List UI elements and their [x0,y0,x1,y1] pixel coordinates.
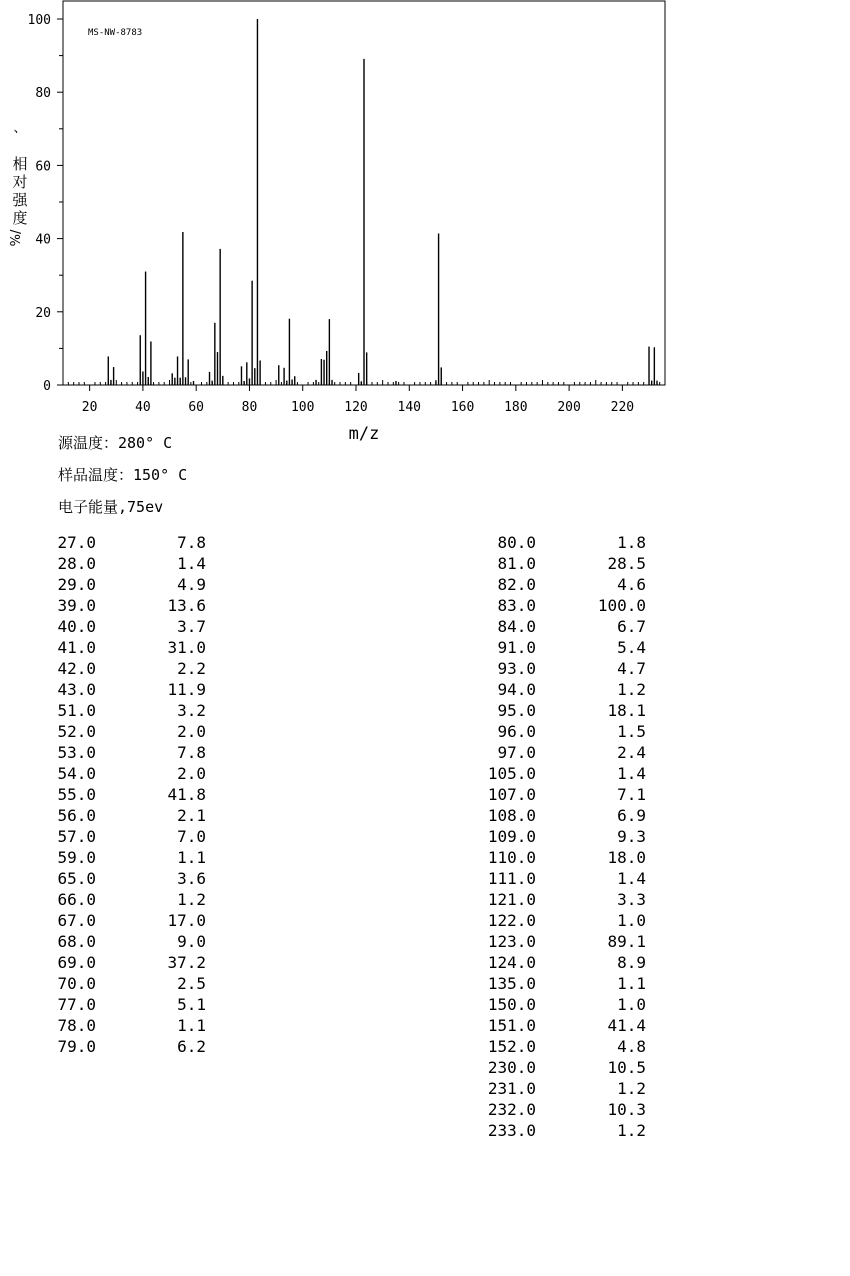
mz-value: 67.0 [57,911,96,930]
mz-value: 51.0 [57,701,96,720]
abundance-value: 8.9 [617,953,646,972]
mz-value: 68.0 [57,932,96,951]
mz-value: 111.0 [487,869,536,888]
peak-row [0,616,220,637]
y-axis-label-char-3: 强 [12,191,28,209]
abundance-value: 3.6 [177,869,206,888]
abundance-value: 3.2 [177,701,206,720]
mz-value: 122.0 [487,911,536,930]
peak-row [480,784,660,805]
x-tick-label: 100 [290,400,315,415]
mz-value: 41.0 [57,638,96,657]
abundance-value: 11.9 [167,680,206,699]
mz-value: 70.0 [57,974,96,993]
source-temperature: 源温度：280° C [58,434,173,452]
mz-value: 39.0 [57,596,96,615]
mz-value: 27.0 [57,533,96,552]
peak-row [480,805,660,826]
x-tick-label: 180 [504,400,528,415]
peak-table-left [0,532,220,1057]
peak-row [480,553,660,574]
abundance-value: 6.7 [617,617,646,636]
mass-spectrum-chart [0,0,850,450]
x-axis-label: m/z [348,424,380,444]
mz-value: 108.0 [487,806,536,825]
peak-row [0,721,220,742]
x-tick-label: 120 [344,400,368,415]
peak-row [480,574,660,595]
abundance-value: 1.8 [617,533,646,552]
abundance-value: 1.0 [617,911,646,930]
abundance-value: 18.1 [607,701,646,720]
peak-row [480,742,660,763]
peak-row [480,1015,660,1036]
abundance-value: 1.2 [617,1079,646,1098]
mz-value: 121.0 [487,890,536,909]
abundance-value: 2.0 [177,764,206,783]
mz-value: 42.0 [57,659,96,678]
mz-value: 81.0 [497,554,536,573]
peak-row [480,763,660,784]
mz-value: 135.0 [487,974,536,993]
y-axis-label-mark: 、 [13,121,27,136]
y-axis-label-char-2: 对 [12,173,28,191]
mz-value: 55.0 [57,785,96,804]
electron-energy: 电子能量,75ev [58,498,164,516]
abundance-value: 28.5 [607,554,646,573]
abundance-value: 89.1 [607,932,646,951]
mz-value: 65.0 [57,869,96,888]
abundance-value: 6.2 [177,1037,206,1056]
mz-value: 79.0 [57,1037,96,1056]
abundance-value: 3.7 [177,617,206,636]
abundance-value: 2.5 [177,974,206,993]
peak-row [480,826,660,847]
abundance-value: 17.0 [167,911,206,930]
mz-value: 52.0 [57,722,96,741]
mz-value: 77.0 [57,995,96,1014]
abundance-value: 13.6 [167,596,206,615]
peak-row [0,889,220,910]
mz-value: 150.0 [487,995,536,1014]
abundance-value: 2.2 [177,659,206,678]
y-tick-label: 20 [35,305,51,321]
peak-row [480,721,660,742]
mz-value: 94.0 [497,680,536,699]
peak-row [480,910,660,931]
mz-value: 69.0 [57,953,96,972]
peak-row [0,973,220,994]
abundance-value: 1.4 [617,764,646,783]
peak-row [0,574,220,595]
abundance-value: 10.3 [607,1100,646,1119]
x-tick-label: 40 [135,400,151,415]
mz-value: 82.0 [497,575,536,594]
peak-row [480,847,660,868]
peak-row [0,595,220,616]
y-tick-label: 40 [35,232,51,248]
abundance-value: 7.8 [177,533,206,552]
abundance-value: 4.7 [617,659,646,678]
mz-value: 83.0 [497,596,536,615]
x-tick-label: 140 [397,400,422,415]
mz-value: 232.0 [487,1100,536,1119]
watermark-label: MS-NW-8783 [88,28,143,38]
peak-row [480,658,660,679]
peak-row [480,1057,660,1078]
sample-temperature: 样品温度：150° C [58,466,188,484]
peak-row [480,637,660,658]
peak-row [0,931,220,952]
mz-value: 109.0 [487,827,536,846]
mz-value: 29.0 [57,575,96,594]
x-tick-label: 160 [450,400,475,415]
abundance-value: 100.0 [597,596,646,615]
peak-row [0,826,220,847]
abundance-value: 18.0 [607,848,646,867]
mz-value: 97.0 [497,743,536,762]
mz-value: 56.0 [57,806,96,825]
peak-row [480,952,660,973]
peak-row [0,532,220,553]
peak-row [0,553,220,574]
peak-row [0,742,220,763]
mz-value: 96.0 [497,722,536,741]
peak-row [0,1015,220,1036]
peak-row [0,910,220,931]
peak-row [480,532,660,553]
peak-row [0,868,220,889]
abundance-value: 10.5 [607,1058,646,1077]
abundance-value: 9.3 [617,827,646,846]
abundance-value: 37.2 [167,953,206,972]
peak-row [480,700,660,721]
abundance-value: 1.2 [177,890,206,909]
mz-value: 230.0 [487,1058,536,1077]
peak-row [480,868,660,889]
peak-row [0,952,220,973]
x-tick-label: 200 [557,400,581,415]
mz-value: 57.0 [57,827,96,846]
x-tick-label: 60 [188,400,205,415]
abundance-value: 6.9 [617,806,646,825]
abundance-value: 1.2 [617,1121,646,1140]
peak-row [480,931,660,952]
abundance-value: 41.4 [607,1016,646,1035]
abundance-value: 3.3 [617,890,646,909]
mz-value: 40.0 [57,617,96,636]
mz-value: 78.0 [57,1016,96,1035]
abundance-value: 5.1 [177,995,206,1014]
peak-row [480,889,660,910]
peak-row [0,700,220,721]
abundance-value: 41.8 [167,785,206,804]
mz-value: 53.0 [57,743,96,762]
x-tick-label: 220 [610,400,635,415]
peak-row [480,973,660,994]
abundance-value: 1.4 [617,869,646,888]
mz-value: 105.0 [487,764,536,783]
mz-value: 43.0 [57,680,96,699]
peak-row [0,679,220,700]
peak-row [480,1099,660,1120]
mz-value: 66.0 [57,890,96,909]
mz-value: 59.0 [57,848,96,867]
abundance-value: 9.0 [177,932,206,951]
abundance-value: 31.0 [167,638,206,657]
mz-value: 231.0 [487,1079,536,1098]
abundance-value: 2.4 [617,743,646,762]
abundance-value: 1.2 [617,680,646,699]
mz-value: 110.0 [487,848,536,867]
abundance-value: 4.8 [617,1037,646,1056]
abundance-value: 1.0 [617,995,646,1014]
peak-row [0,1036,220,1057]
peak-row [480,1078,660,1099]
abundance-value: 5.4 [617,638,646,657]
peak-row [0,994,220,1015]
y-tick-label: 0 [43,379,51,394]
y-axis-label-unit: %/ [9,229,24,247]
peak-row [480,595,660,616]
abundance-value: 1.1 [617,974,646,993]
y-tick-label: 100 [27,13,51,28]
x-tick-label: 20 [81,400,98,415]
peak-row [0,658,220,679]
peak-row [0,637,220,658]
mz-value: 84.0 [497,617,536,636]
mz-value: 107.0 [487,785,536,804]
mz-value: 95.0 [497,701,536,720]
peak-row [0,805,220,826]
x-tick-label: 80 [241,400,258,415]
peak-row [480,994,660,1015]
y-tick-label: 80 [35,86,51,102]
abundance-value: 1.4 [177,554,206,573]
mz-value: 93.0 [497,659,536,678]
abundance-value: 1.1 [177,1016,206,1035]
mz-value: 123.0 [487,932,536,951]
mz-value: 91.0 [497,638,536,657]
mz-value: 152.0 [487,1037,536,1056]
mz-value: 54.0 [57,764,96,783]
peak-row [480,679,660,700]
y-axis-label-char-4: 度 [12,209,28,227]
y-axis-label [9,121,28,246]
mz-value: 233.0 [487,1121,536,1140]
peak-row [0,784,220,805]
abundance-value: 4.6 [617,575,646,594]
mz-value: 28.0 [57,554,96,573]
peak-row [480,616,660,637]
abundance-value: 1.1 [177,848,206,867]
mz-value: 80.0 [497,533,536,552]
peak-row [480,1120,660,1141]
mz-value: 124.0 [487,953,536,972]
y-axis-label-char-1: 相 [12,155,28,173]
mz-value: 151.0 [487,1016,536,1035]
abundance-value: 2.0 [177,722,206,741]
abundance-value: 1.5 [617,722,646,741]
abundance-value: 7.1 [617,785,646,804]
peak-row [0,847,220,868]
abundance-value: 2.1 [177,806,206,825]
peak-row [480,1036,660,1057]
peak-table-right [480,532,660,1141]
abundance-value: 4.9 [177,575,206,594]
abundance-value: 7.0 [177,827,206,846]
peak-row [0,763,220,784]
abundance-value: 7.8 [177,743,206,762]
y-tick-label: 60 [35,159,51,175]
